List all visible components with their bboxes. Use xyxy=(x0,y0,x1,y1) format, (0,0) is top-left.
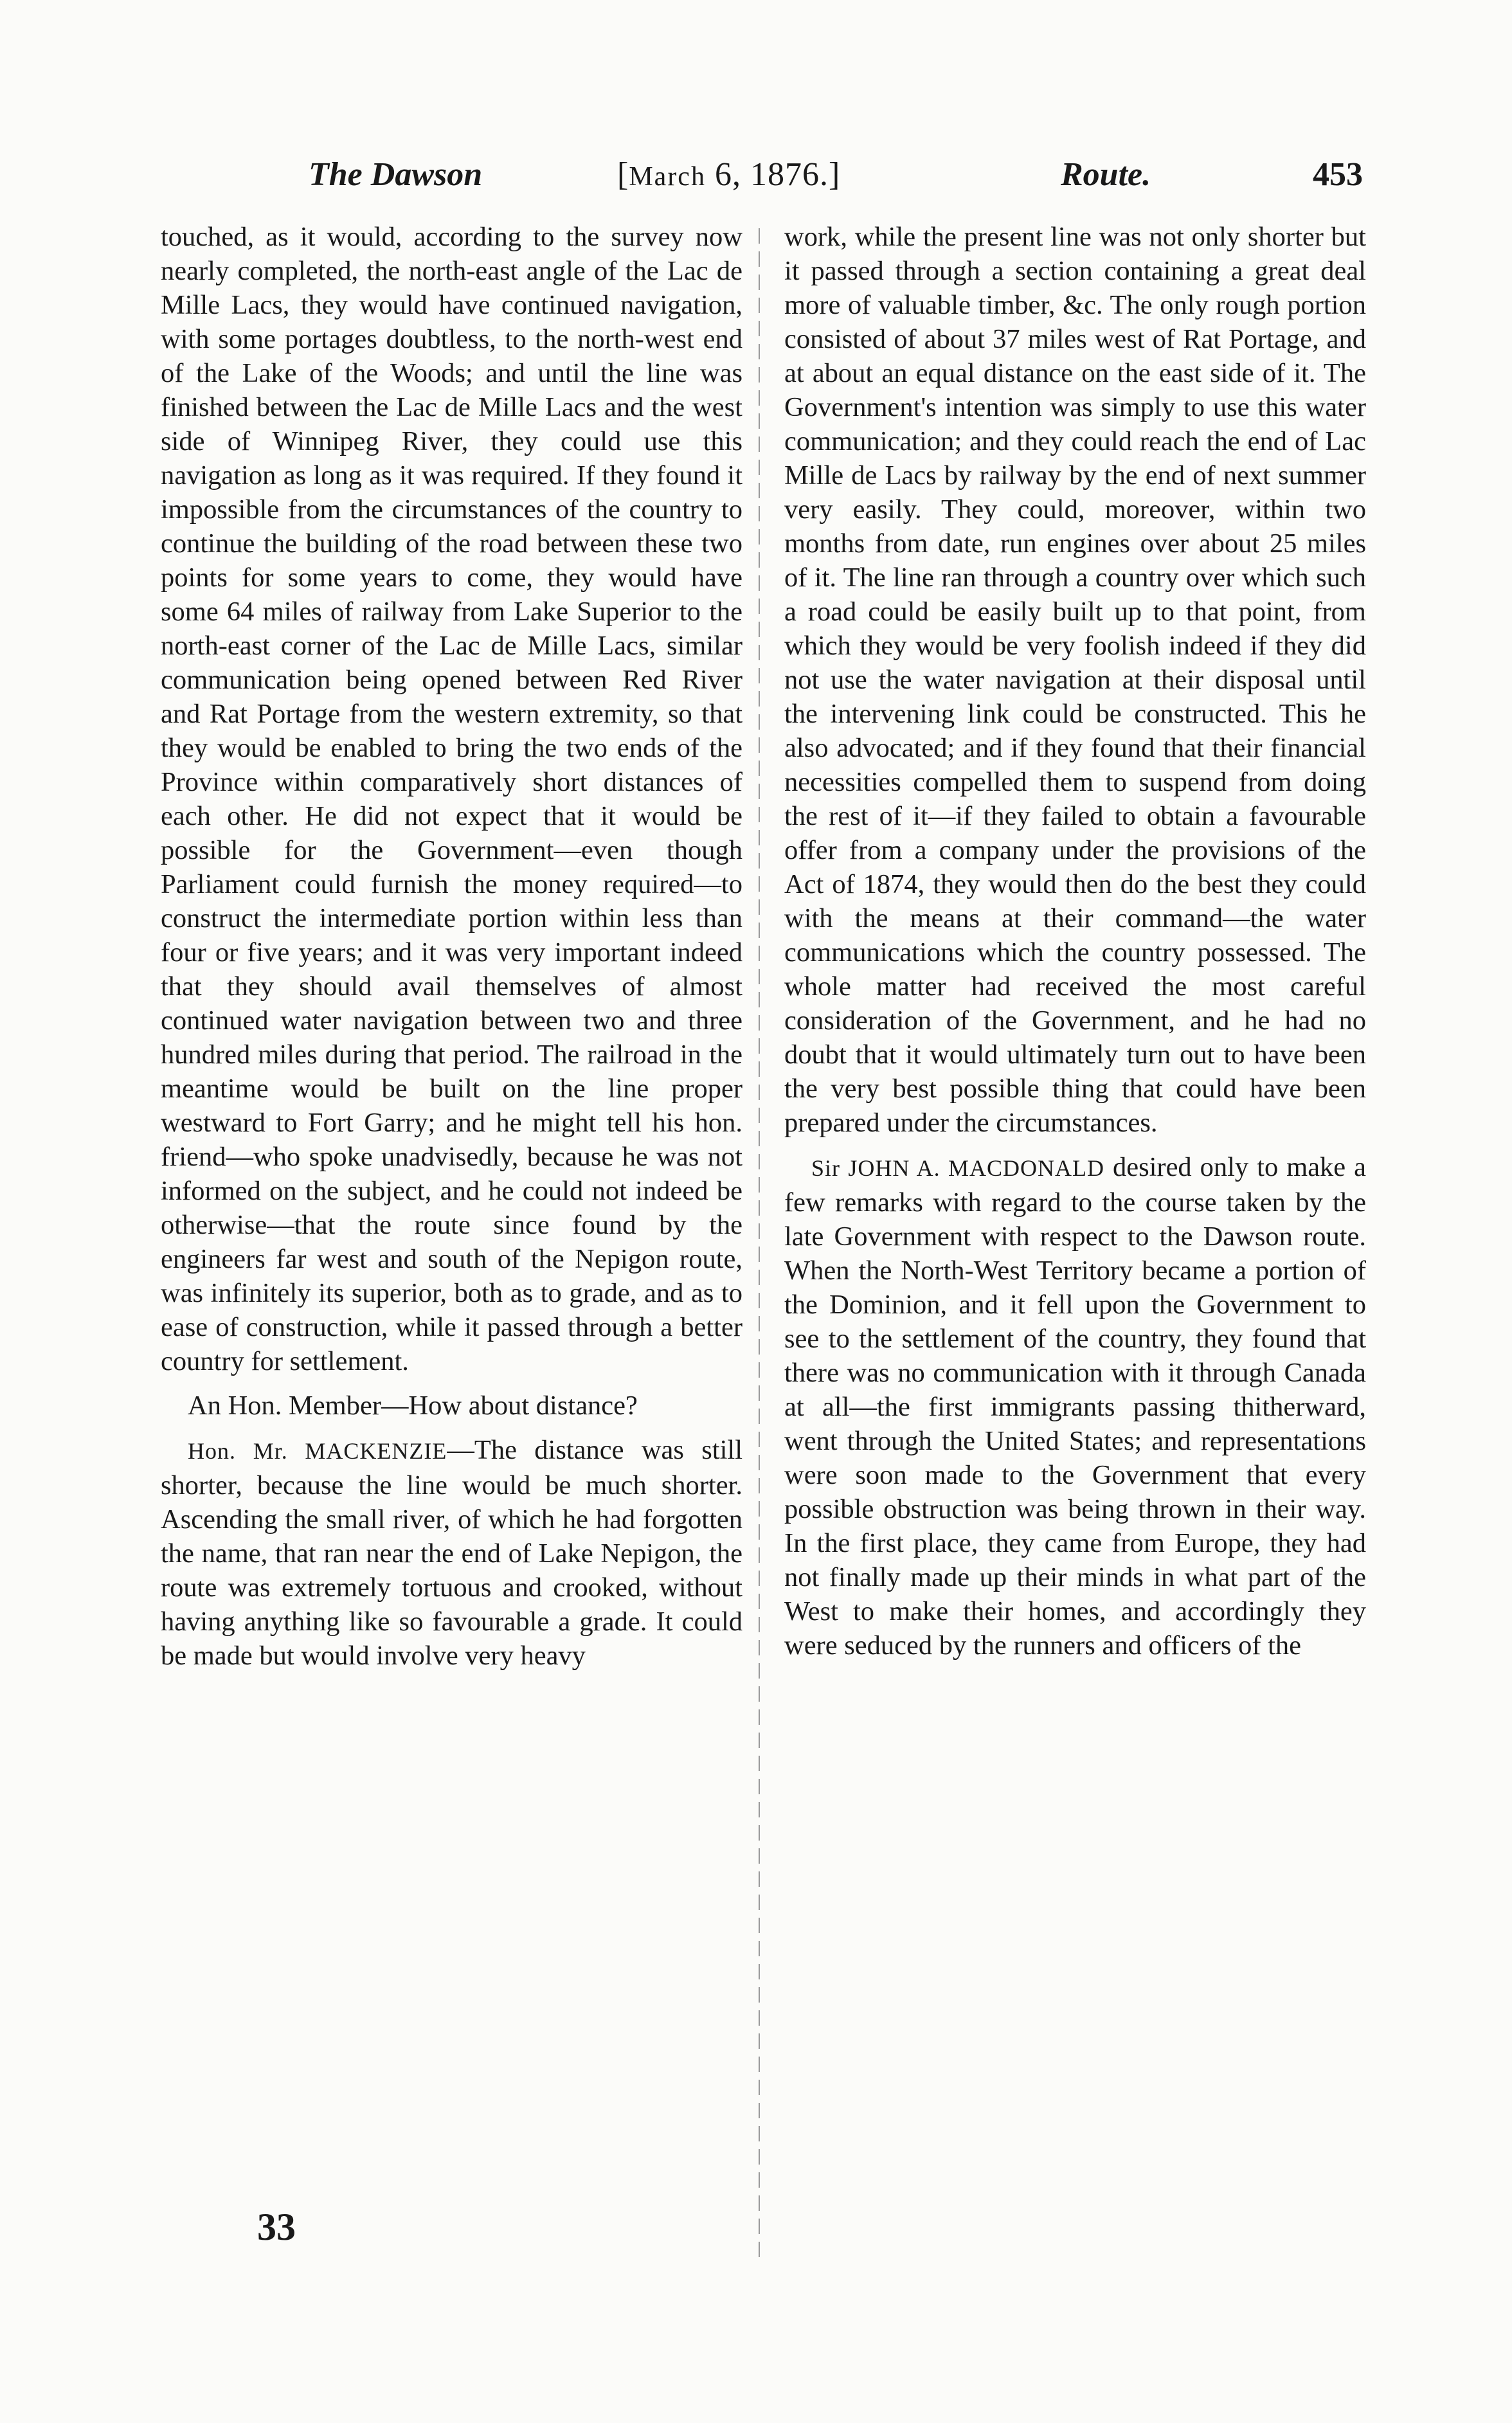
speaker-macdonald: Sir JOHN A. MACDONALD xyxy=(811,1155,1104,1181)
left-paragraph-3-text: —The distance was still shorter, because the line would be much shorter. Ascending the small river, of which he had forgotten the name, that ran near the end of Lake Nepigon, the route was extremely tortuous and crooked, without having anything like so favourable a grade. It could be made but would involve very heavy xyxy=(161,1435,742,1671)
right-paragraph-1: work, while the present line was not only shorter but it passed through a section containing a great deal more of valuable timber, &c. The only rough portion consisted of about 37 miles west of Rat Portage, and at about an equal distance on the east side of it. The Government's intention was simply to use this water communication; and they could reach the end of Lac Mille de Lacs by railway by the end of next summer very easily. They could, moreover, within two months from date, run engines over about 25 miles of it. The line ran through a country over which such a road could be easily built up to that point, from which they would be very foolish indeed if they did not use the water navigation at their disposal until the intervening link could be constructed. This he also advocated; and if they found that their financial necessities compelled them to suspend from doing the rest of it—if they failed to obtain a favourable offer from a company under the provisions of the Act of 1874, they would then do the best they could with the means at their command—the water communications which the country possessed. The whole matter had received the most careful consideration of the Government, and he had no doubt that it would ultimately turn out to have been the very best possible thing that could have been prepared under the circumstances. xyxy=(784,222,1366,1138)
page-number: 453 xyxy=(1313,156,1363,193)
header-title-right: Route. xyxy=(1061,156,1151,193)
header-date xyxy=(617,149,840,203)
left-column xyxy=(161,220,742,2206)
signature-mark: 33 xyxy=(257,2206,296,2248)
header-title-left: The Dawson xyxy=(309,156,483,193)
header-bracket: [ xyxy=(617,156,629,193)
header-day-year: 6, 1876.] xyxy=(705,156,841,193)
right-paragraph-2 xyxy=(784,1150,1366,1662)
speaker-mackenzie: Hon. Mr. MACKENZIE xyxy=(188,1438,447,1464)
running-header xyxy=(309,149,1363,201)
right-paragraph-2-text: desired only to make a few remarks with regard to the course taken by the late Government with respect to the Dawson route. When the North-West Territory became a portion of the Dominion, and it fell upon the Government to see to the settlement of the country, they found that there was no communication with it through Canada at all—the first immigrants passing thitherward, went through the United States; and representations were soon made to the Government that every possible obstruction was being thrown in their way. In the first place, they came from Europe, they had not finally made up their minds in what part of the West to make their homes, and accordingly they were seduced by the runners and officers of the xyxy=(784,1152,1366,1661)
right-column xyxy=(784,220,1366,2206)
left-paragraph-1: touched, as it would, according to the survey now nearly completed, the north-east angle of the Lac de Mille Lacs, they would have continued navigation, with some portages doubtless, to the north-west end of the Lake of the Woods; and until the line was finished between the Lac de Mille Lacs and the west side of Winnipeg River, they could use this navigation as long as it was required. If they found it impossible from the circumstances of the country to continue the building of the road between these two points for some years to come, they would have some 64 miles of railway from Lake Superior to the north-east corner of the Lac de Mille Lacs, similar communication being opened between Red River and Rat Portage from the western extremity, so that they would be enabled to bring the two ends of the Province within comparatively short distances of each other. He did not expect that it would be possible for the Government—even though Parliament could furnish the money required—to construct the intermediate portion within less than four or five years; and it was very important indeed that they should avail themselves of almost continued water navigation between two and three hundred miles during that period. The railroad in the meantime would be built on the line proper westward to Fort Garry; and he might tell his hon. friend—who spoke unadvisedly, because he was not informed on the subject, and he could not indeed be otherwise—that the route since found by the engineers far west and south of the Nepigon route, was infinitely its superior, both as to grade, and as to ease of construction, while it passed through a better country for settlement. xyxy=(161,222,742,1376)
column-divider xyxy=(759,228,760,2260)
left-paragraph-3 xyxy=(161,1433,742,1673)
header-month: March xyxy=(629,162,706,192)
left-paragraph-2: An Hon. Member—How about distance? xyxy=(188,1391,638,1421)
